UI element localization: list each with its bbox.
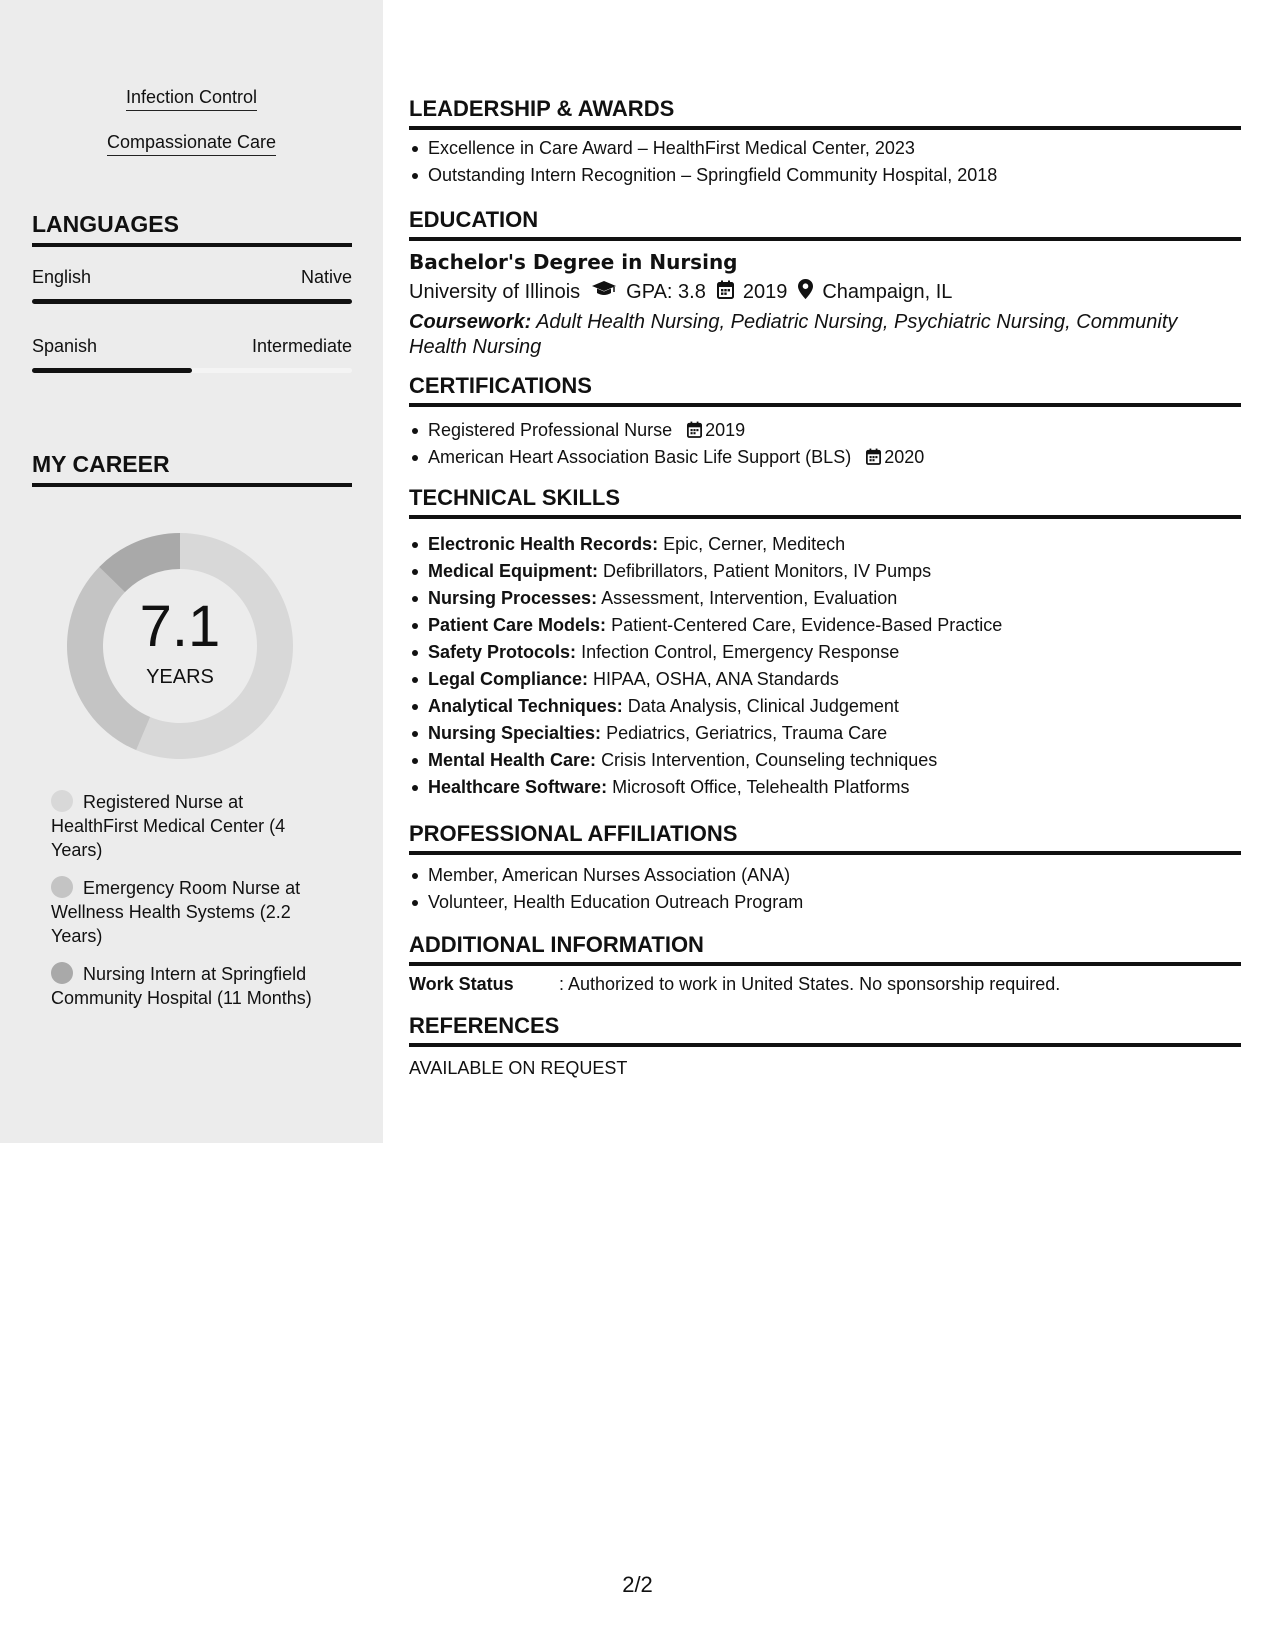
skill-label: Safety Protocols: [428, 642, 577, 662]
list-item [409, 417, 1241, 444]
calendar-icon [866, 448, 881, 465]
education-heading: EDUCATION [409, 207, 1241, 241]
affiliations-list [409, 862, 1241, 916]
list-item [409, 444, 1241, 471]
certification-year: 2020 [884, 447, 925, 467]
list-item: Member, American Nurses Association (ANA) [409, 862, 1241, 889]
career-legend-text: Emergency Room Nurse at Wellness Health Systems (2.2 Years) [51, 878, 301, 946]
list-item [409, 585, 1241, 612]
list-item [409, 747, 1241, 774]
career-donut-slice [67, 567, 150, 750]
location-pin-icon [798, 279, 813, 305]
certification-year-wrap [866, 444, 924, 471]
certification-name: American Heart Association Basic Life Support (BLS) [428, 447, 852, 467]
skill-value: Pediatrics, Geriatrics, Trauma Care [606, 723, 888, 743]
skill-value: Crisis Intervention, Counseling techniques [601, 750, 938, 770]
skill-value: Microsoft Office, Telehealth Platforms [612, 777, 910, 797]
skill-label: Legal Compliance: [428, 669, 589, 689]
page-number: 2/2 [622, 1572, 653, 1597]
career-legend-item [51, 876, 331, 948]
work-status-value: : Authorized to work in United States. No sponsorship required. [559, 974, 1061, 994]
career-total-unit: YEARS [146, 666, 214, 688]
language-name: Spanish [32, 336, 98, 356]
technical-skills-heading: TECHNICAL SKILLS [409, 485, 1241, 519]
skill-value: Data Analysis, Clinical Judgement [627, 696, 899, 716]
career-legend-dot [51, 790, 73, 812]
skill-tag-label: Infection Control [126, 87, 257, 111]
graduation-year: 2019 [742, 280, 788, 303]
career-legend-item [51, 962, 331, 1010]
skill-value: Patient-Centered Care, Evidence-Based Practice [611, 615, 1003, 635]
list-item [409, 693, 1241, 720]
technical-skills-list [409, 531, 1241, 801]
career-legend-item [51, 790, 331, 862]
career-total-value: 7.1 [139, 594, 221, 659]
additional-info-heading: ADDITIONAL INFORMATION [409, 932, 1241, 966]
list-item [409, 720, 1241, 747]
list-item: Outstanding Intern Recognition – Springfield Community Hospital, 2018 [409, 162, 1241, 189]
languages-heading: LANGUAGES [32, 211, 352, 247]
career-legend-dot [51, 876, 73, 898]
list-item: Volunteer, Health Education Outreach Program [409, 889, 1241, 916]
list-item [409, 666, 1241, 693]
language-level: Native [300, 267, 352, 287]
coursework-text: Adult Health Nursing, Pediatric Nursing, Psychiatric Nursing, Community Health Nursing [409, 311, 1178, 358]
education-location: Champaign, IL [822, 280, 953, 303]
skill-label: Patient Care Models: [428, 615, 607, 635]
language-proficiency-fill [32, 368, 192, 373]
language-row [32, 267, 352, 288]
skill-label: Electronic Health Records: [428, 534, 659, 554]
school-name: University of Illinois [409, 280, 581, 303]
references-heading: REFERENCES [409, 1013, 1241, 1047]
calendar-icon [717, 280, 734, 305]
education-details [409, 279, 952, 305]
references-text: AVAILABLE ON REQUEST [409, 1058, 628, 1078]
skill-value: Defibrillators, Patient Monitors, IV Pumps [603, 561, 932, 581]
skill-value: Assessment, Intervention, Evaluation [601, 588, 898, 608]
list-item [409, 639, 1241, 666]
affiliations-heading: PROFESSIONAL AFFILIATIONS [409, 821, 1241, 855]
skill-label: Mental Health Care: [428, 750, 597, 770]
career-heading: MY CAREER [32, 451, 352, 487]
language-row [32, 336, 352, 357]
certifications-list [409, 417, 1241, 471]
skill-label: Analytical Techniques: [428, 696, 623, 716]
certifications-heading: CERTIFICATIONS [409, 373, 1241, 407]
skill-tag [0, 87, 383, 111]
certification-year-wrap [687, 417, 745, 444]
certification-year: 2019 [705, 420, 746, 440]
career-legend-text: Nursing Intern at Springfield Community Hospital (11 Months) [51, 964, 312, 1008]
language-proficiency-bar [32, 368, 352, 373]
career-legend-dot [51, 962, 73, 984]
gpa: GPA: 3.8 [626, 280, 706, 303]
career-legend-text: Registered Nurse at HealthFirst Medical Center (4 Years) [51, 792, 286, 860]
language-proficiency-fill [32, 299, 352, 304]
leadership-list [409, 135, 1241, 189]
skill-tag-label: Compassionate Care [107, 132, 276, 156]
list-item: Excellence in Care Award – HealthFirst Medical Center, 2023 [409, 135, 1241, 162]
skill-tag [0, 132, 383, 156]
coursework [409, 310, 1209, 360]
skill-value: Epic, Cerner, Meditech [663, 534, 846, 554]
list-item [409, 531, 1241, 558]
skill-value: Infection Control, Emergency Response [581, 642, 900, 662]
language-name: English [32, 267, 92, 287]
skill-label: Nursing Specialties: [428, 723, 602, 743]
list-item [409, 612, 1241, 639]
list-item [409, 558, 1241, 585]
work-status-row [409, 974, 1060, 995]
degree-title: Bachelor's Degree in Nursing [409, 250, 738, 274]
skill-label: Medical Equipment: [428, 561, 599, 581]
list-item [409, 774, 1241, 801]
language-proficiency-bar [32, 299, 352, 304]
graduation-cap-icon [591, 280, 617, 304]
sidebar [0, 0, 383, 1143]
leadership-heading: LEADERSHIP & AWARDS [409, 96, 1241, 130]
calendar-icon [687, 421, 702, 438]
skill-value: HIPAA, OSHA, ANA Standards [593, 669, 839, 689]
language-level: Intermediate [251, 336, 352, 356]
work-status-label: Work Status [409, 974, 514, 994]
certification-name: Registered Professional Nurse [428, 420, 673, 440]
coursework-label: Coursework: [409, 311, 532, 333]
skill-label: Healthcare Software: [428, 777, 608, 797]
skill-label: Nursing Processes: [428, 588, 598, 608]
